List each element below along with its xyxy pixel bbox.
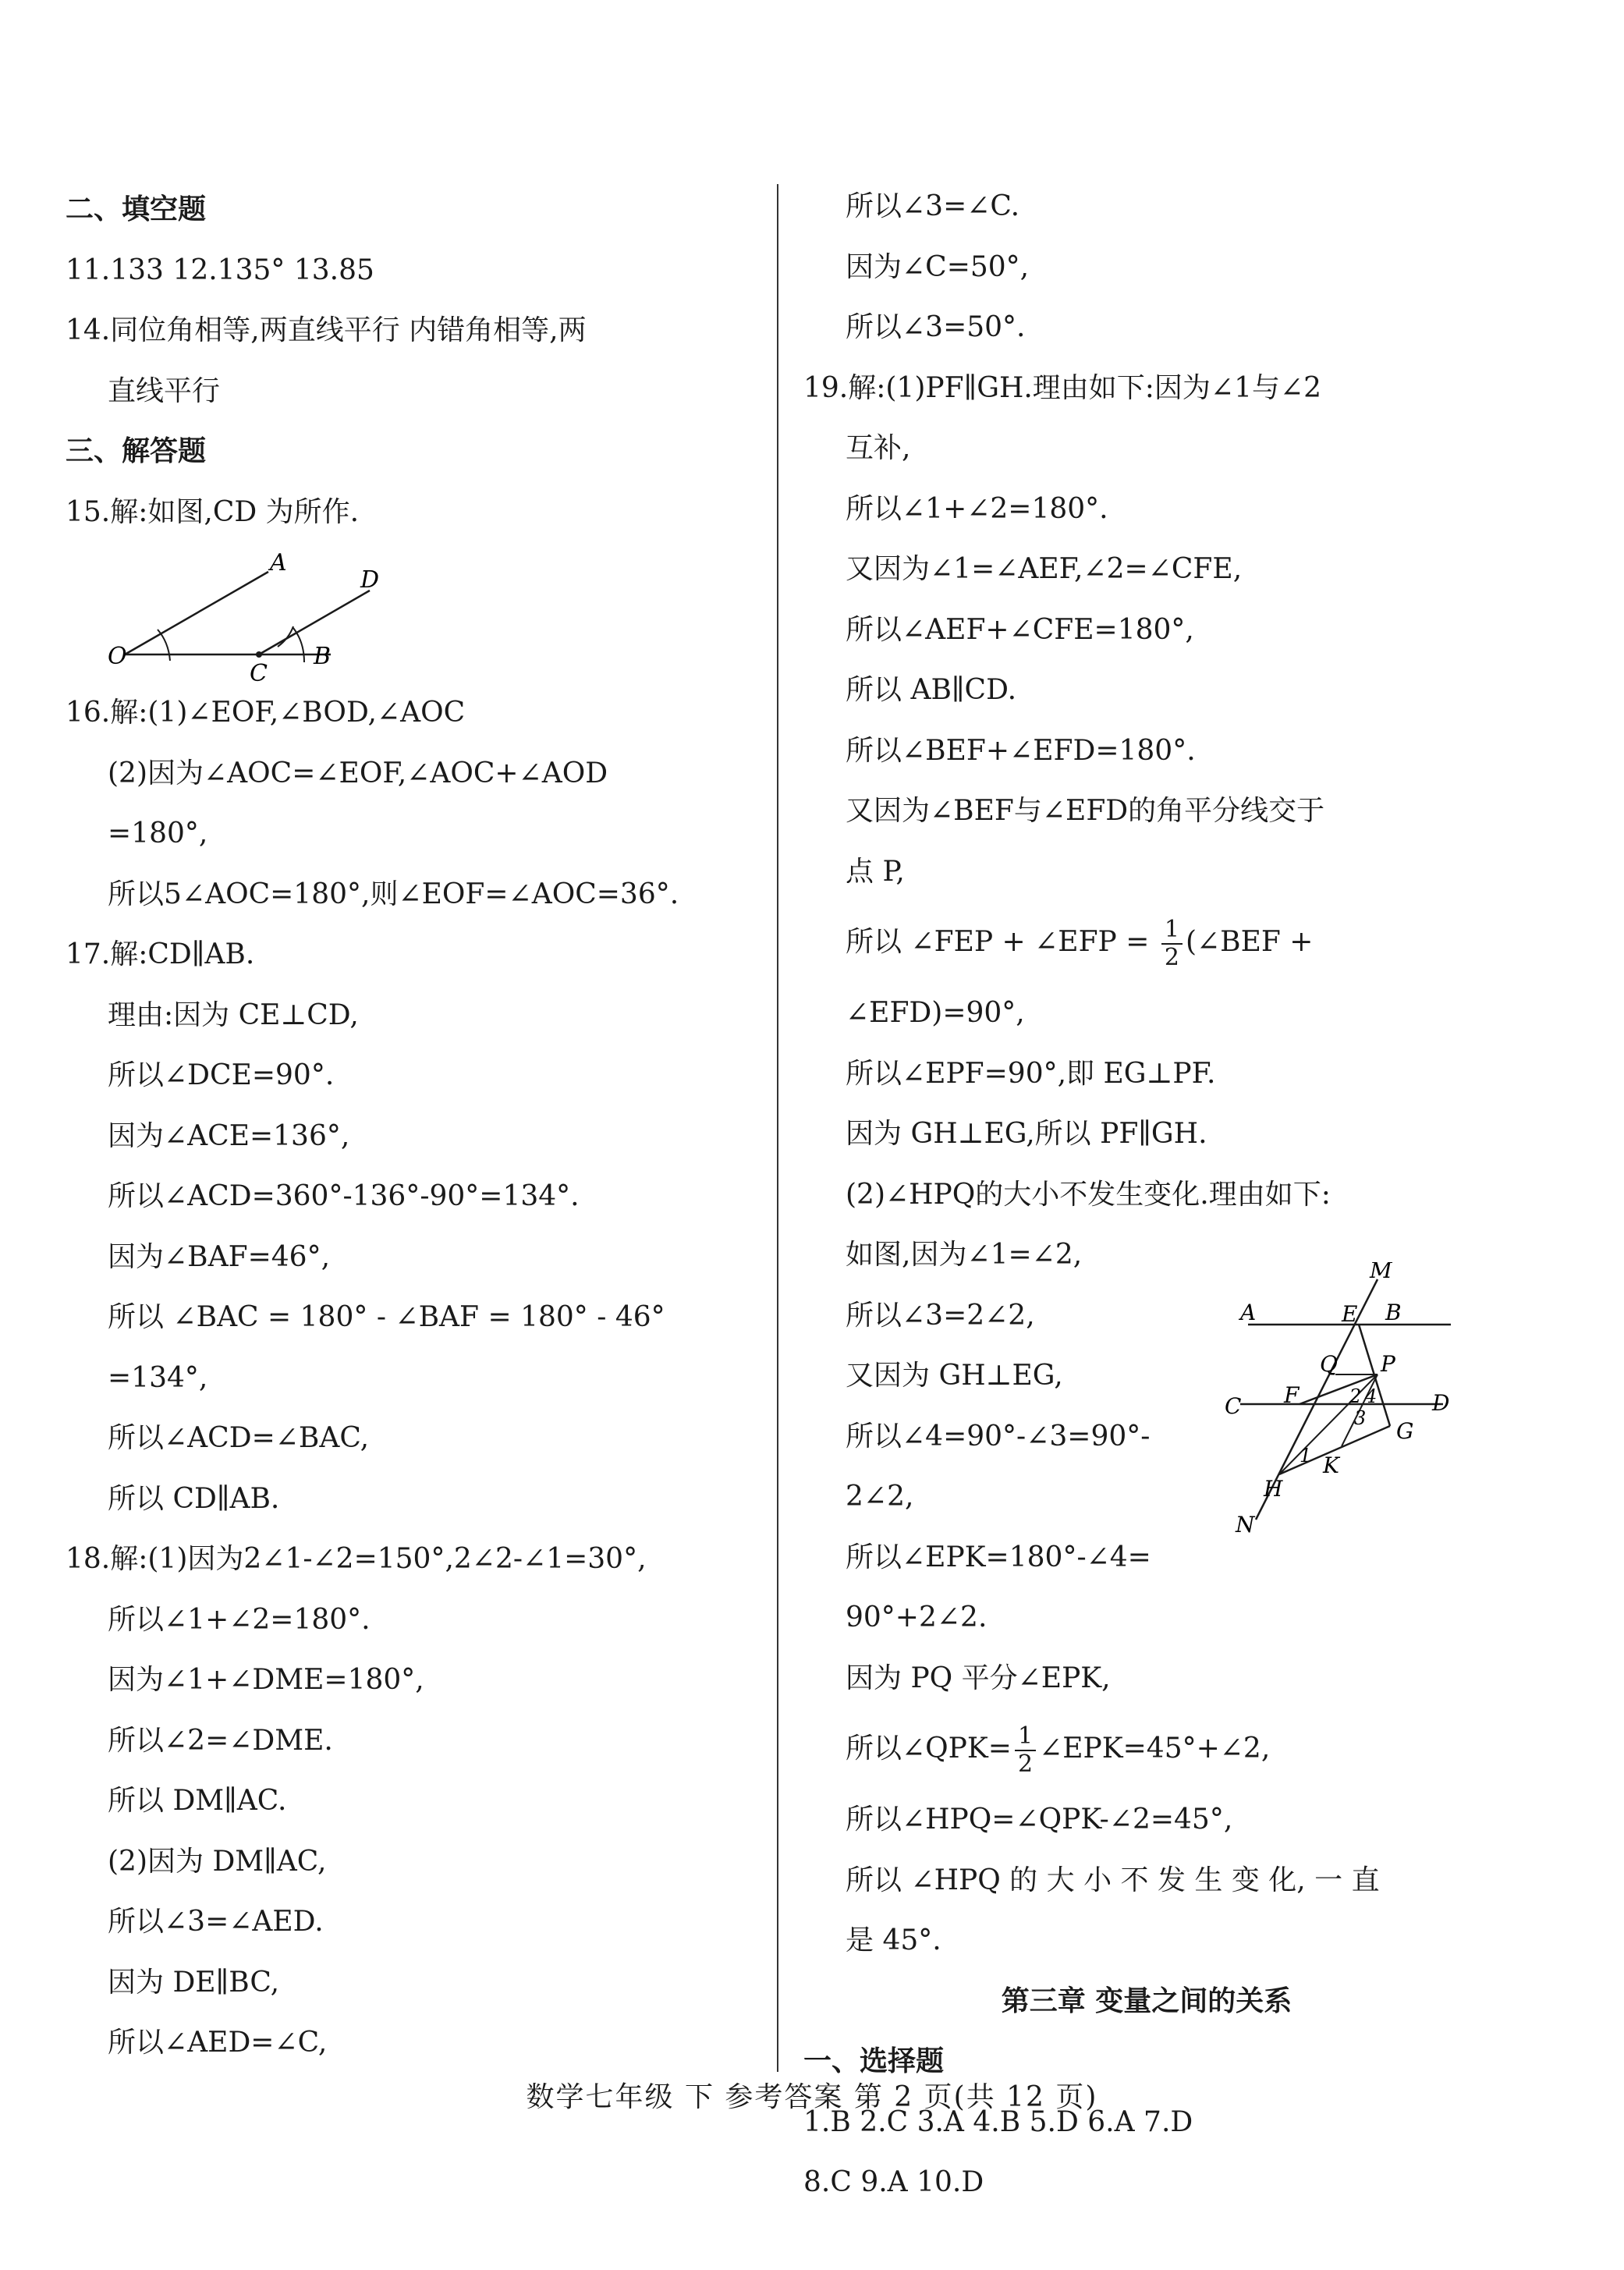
line-text: 所以∠ACD=360°-136°-90°=134°. xyxy=(108,1180,580,1212)
text-line xyxy=(66,1348,752,1409)
text-line xyxy=(66,1892,752,1953)
line-text: 所以∠3=2∠2, xyxy=(846,1299,1035,1332)
fraction xyxy=(1161,918,1183,970)
line-text: 所以∠3=∠AED. xyxy=(108,1906,324,1938)
fig15-label-C: C xyxy=(250,660,268,683)
line-text: 14.同位角相等,两直线平行 内错角相等,两 xyxy=(66,314,587,346)
text-line xyxy=(803,539,1490,600)
line-text: 所以∠1+∠2=180°. xyxy=(108,1603,371,1636)
text-line xyxy=(66,924,752,985)
text-line xyxy=(66,361,752,422)
text-line xyxy=(66,1711,752,1772)
line-text: 所以 DM∥AC. xyxy=(108,1785,287,1817)
line-text: 是 45°. xyxy=(846,1924,941,1956)
line-text: 15.解:如图,CD 为所作. xyxy=(66,495,360,528)
text-line xyxy=(803,842,1490,903)
line-text: 2∠2, xyxy=(846,1481,914,1513)
text-line xyxy=(803,418,1490,479)
text-line xyxy=(803,1789,1490,1850)
line-text: 互补, xyxy=(846,432,911,464)
line-text: 又因为∠1=∠AEF,∠2=∠CFE, xyxy=(846,553,1243,585)
line-text: (2)因为∠AOC=∠EOF,∠AOC+∠AOD xyxy=(108,757,608,789)
line-text: (2)∠HPQ的大小不发生变化.理由如下: xyxy=(846,1178,1331,1211)
text-line xyxy=(803,600,1490,661)
line-text-continued: (∠BEF + xyxy=(1185,926,1314,958)
line-text: 因为∠C=50°, xyxy=(846,250,1030,283)
text-line xyxy=(66,1832,752,1892)
text-line xyxy=(66,2013,752,2073)
line-text: 又因为∠BEF与∠EFD的角平分线交于 xyxy=(846,795,1325,827)
text-line xyxy=(66,240,752,301)
fig19-label-M: M xyxy=(1370,1261,1392,1283)
text-line xyxy=(803,1165,1490,1225)
fig19-label-G: G xyxy=(1396,1417,1414,1444)
fig19-label-C: C xyxy=(1225,1392,1242,1419)
line-text: 8.C 9.A 10.D xyxy=(803,2166,984,2198)
line-text: 因为 GH⊥EG,所以 PF∥GH. xyxy=(846,1118,1207,1150)
fraction-denominator: 2 xyxy=(1017,1750,1034,1778)
text-line xyxy=(803,358,1490,419)
line-text: 所以∠DCE=90°. xyxy=(108,1059,335,1091)
line-text: =180°, xyxy=(108,818,208,849)
line-text: 理由:因为 CE⊥CD, xyxy=(108,998,359,1031)
fig15-label-B: B xyxy=(314,643,332,670)
line-text: 所以∠EPF=90°,即 EG⊥PF. xyxy=(846,1057,1216,1090)
line-text: 直线平行 xyxy=(108,374,221,407)
line-text: 所以∠QPK= xyxy=(846,1733,1012,1765)
fig19-label-2: 2 xyxy=(1349,1385,1362,1407)
text-line xyxy=(803,297,1490,358)
text-line xyxy=(803,1648,1490,1709)
line-text: ∠EFD)=90°, xyxy=(846,997,1025,1029)
fig19-label-K: K xyxy=(1323,1452,1339,1478)
text-line xyxy=(803,983,1490,1044)
line-text: 所以 ∠BAC = 180° - ∠BAF = 180° - 46° xyxy=(108,1301,665,1333)
text-line xyxy=(66,1287,752,1348)
line-text: 所以∠ACD=∠BAC, xyxy=(108,1422,370,1454)
text-line xyxy=(66,1650,752,1711)
line-text: 90°+2∠2. xyxy=(846,1601,988,1633)
fig19-label-4: 4 xyxy=(1365,1385,1378,1407)
text-line xyxy=(66,985,752,1046)
line-text: 因为∠1+∠DME=180°, xyxy=(108,1664,424,1696)
fig15-label-O: O xyxy=(108,643,127,670)
right-column xyxy=(803,176,1490,2213)
text-line xyxy=(66,482,752,543)
line-text: 11.133 12.135° 13.85 xyxy=(66,254,374,286)
line-text: 所以 ∠FEP + ∠EFP = xyxy=(846,926,1158,958)
line-text: 点 P, xyxy=(846,855,905,888)
text-line xyxy=(66,1771,752,1832)
fig19-label-D: D xyxy=(1432,1389,1450,1416)
text-line xyxy=(66,1408,752,1469)
fig15-label-D: D xyxy=(360,566,380,594)
figure-15-angle-construction xyxy=(66,542,393,683)
fig19-label-E: E xyxy=(1342,1300,1358,1327)
line-text: 18.解:(1)因为2∠1-∠2=150°,2∠2-∠1=30°, xyxy=(66,1543,647,1575)
text-line xyxy=(66,1469,752,1530)
text-line xyxy=(803,1104,1490,1165)
fraction-numerator: 1 xyxy=(1015,1725,1036,1751)
text-line xyxy=(66,864,752,925)
text-line xyxy=(66,1590,752,1651)
line-text: 所以5∠AOC=180°,则∠EOF=∠AOC=36°. xyxy=(108,878,679,910)
section-heading xyxy=(66,179,752,240)
line-text-continued: ∠EPK=45°+∠2, xyxy=(1039,1733,1271,1765)
text-line xyxy=(803,1587,1490,1648)
line-text: 又因为 GH⊥EG, xyxy=(846,1360,1063,1392)
line-text: 所以∠2=∠DME. xyxy=(108,1724,333,1757)
text-line xyxy=(803,176,1490,237)
line-text: 16.解:(1)∠EOF,∠BOD,∠AOC xyxy=(66,697,466,729)
text-line xyxy=(66,1227,752,1288)
fig19-label-Q: Q xyxy=(1320,1350,1338,1377)
line-text: 1.B 2.C 3.A 4.B 5.D 6.A 7.D xyxy=(803,2105,1193,2138)
line-text: 所以∠EPK=180°-∠4= xyxy=(846,1541,1151,1573)
line-text: 所以∠AEF+∠CFE=180°, xyxy=(846,613,1194,646)
text-line xyxy=(803,479,1490,540)
text-line xyxy=(803,902,1490,983)
section-heading xyxy=(66,421,752,482)
line-text: 如图,因为∠1=∠2, xyxy=(846,1239,1083,1271)
figure-19-parallel-lines xyxy=(1225,1262,1474,1551)
column-divider xyxy=(777,184,778,2072)
text-line xyxy=(803,237,1490,298)
text-line xyxy=(66,1529,752,1590)
line-text: 所以 ∠HPQ 的 大 小 不 发 生 变 化, 一 直 xyxy=(846,1864,1380,1896)
fig19-label-H: H xyxy=(1264,1475,1283,1502)
fig19-label-P: P xyxy=(1381,1350,1395,1377)
fig19-label-1: 1 xyxy=(1300,1444,1312,1467)
fraction-numerator: 1 xyxy=(1161,918,1183,945)
fig19-label-B: B xyxy=(1385,1299,1402,1325)
line-text: 因为 DE∥BC, xyxy=(108,1966,280,1999)
fig15-label-A: A xyxy=(270,549,287,576)
text-line xyxy=(66,300,752,361)
text-line xyxy=(803,781,1490,842)
fig19-label-F: F xyxy=(1284,1382,1300,1408)
text-line xyxy=(66,683,752,743)
text-line xyxy=(803,1708,1490,1789)
left-column xyxy=(66,179,752,2073)
line-text: (2)因为 DM∥AC, xyxy=(108,1845,327,1878)
line-text: 所以∠3=50°. xyxy=(846,311,1026,343)
text-line xyxy=(803,1850,1490,1911)
text-line xyxy=(803,2152,1490,2213)
text-line xyxy=(803,1044,1490,1105)
text-line xyxy=(803,1910,1490,1971)
line-text: 三、解答题 xyxy=(66,435,207,467)
line-text: 所以∠4=90°-∠3=90°- xyxy=(846,1420,1151,1452)
line-text: 17.解:CD∥AB. xyxy=(66,938,255,970)
fig19-label-3: 3 xyxy=(1354,1406,1367,1429)
fig19-label-N: N xyxy=(1236,1511,1255,1538)
line-text: 所以∠BEF+∠EFD=180°. xyxy=(846,734,1196,767)
text-line xyxy=(803,721,1490,782)
section-heading xyxy=(803,1971,1490,2032)
fraction-denominator: 2 xyxy=(1164,944,1179,971)
line-text: 所以 AB∥CD. xyxy=(846,674,1017,706)
fig19-label-A: A xyxy=(1240,1299,1257,1325)
line-text: 所以∠AED=∠C, xyxy=(108,2027,328,2059)
line-text: 19.解:(1)PF∥GH.理由如下:因为∠1与∠2 xyxy=(803,371,1322,404)
text-line xyxy=(66,1166,752,1227)
line-text: 所以∠3=∠C. xyxy=(846,190,1020,222)
fraction xyxy=(1015,1722,1036,1778)
text-line xyxy=(66,803,752,864)
line-text: 所以∠HPQ=∠QPK-∠2=45°, xyxy=(846,1804,1233,1836)
text-line xyxy=(66,743,752,804)
line-text: 因为 PQ 平分∠EPK, xyxy=(846,1662,1111,1694)
line-text: 第三章 变量之间的关系 xyxy=(1001,1984,1292,2017)
line-text: 因为∠ACE=136°, xyxy=(108,1119,350,1152)
text-line xyxy=(66,1045,752,1106)
line-text: =134°, xyxy=(108,1361,208,1394)
page-footer: 数学七年级 下 参考答案 第 2 页(共 12 页) xyxy=(526,2081,1098,2113)
line-text: 因为∠BAF=46°, xyxy=(108,1240,331,1273)
text-line xyxy=(803,660,1490,721)
line-text: 一、选择题 xyxy=(803,2045,945,2077)
line-text: 二、填空题 xyxy=(66,193,207,225)
text-line xyxy=(66,1106,752,1167)
line-text: 所以∠1+∠2=180°. xyxy=(846,492,1108,525)
text-line xyxy=(66,1953,752,2013)
line-text: 所以 CD∥AB. xyxy=(108,1482,280,1515)
